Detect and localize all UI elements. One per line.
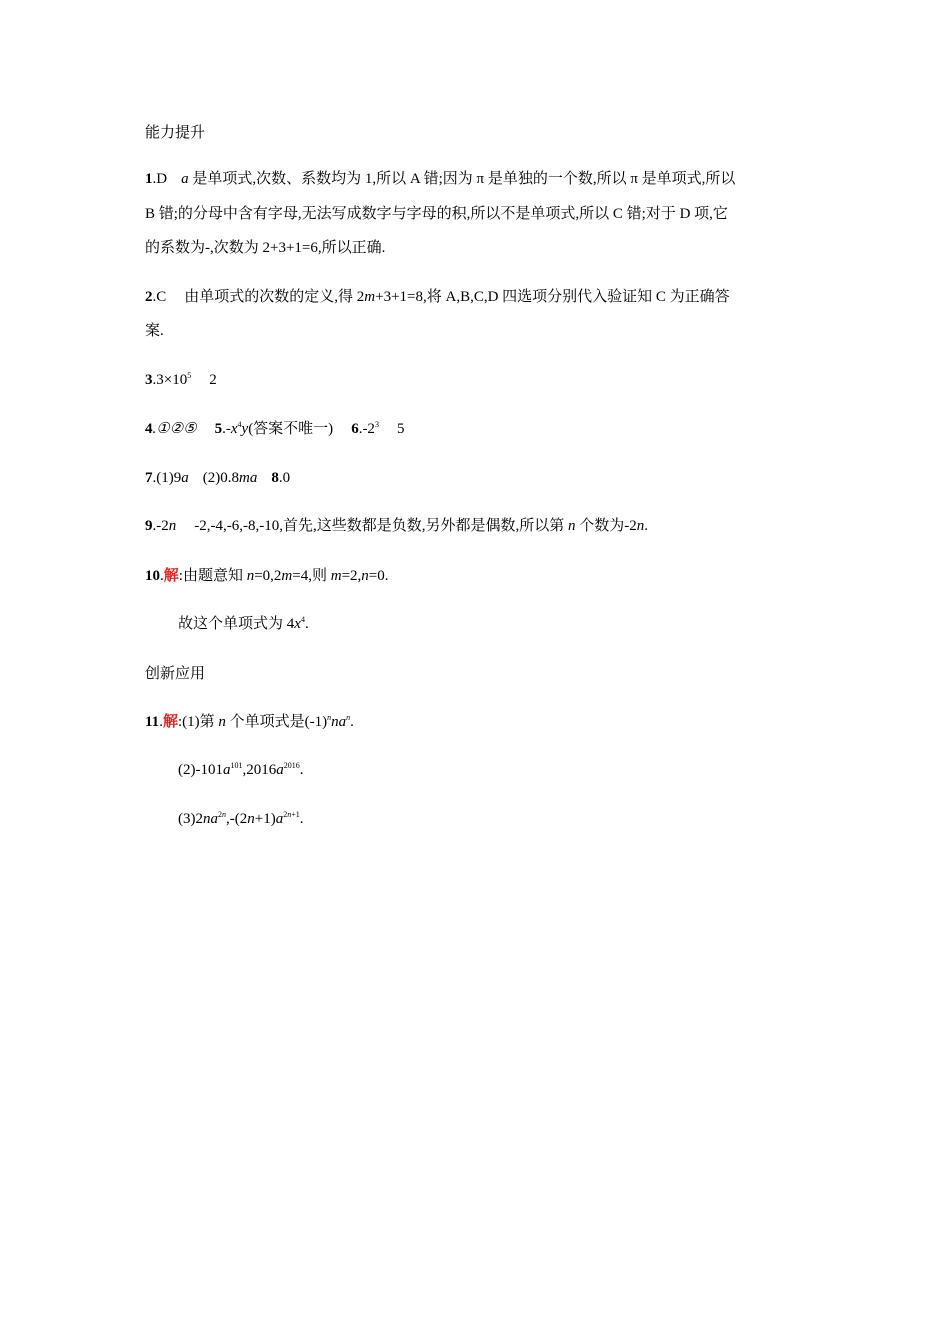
q10-var-m: m [281,568,293,584]
q2-answer: .C [152,289,167,305]
q9-pre: .-2 [152,518,169,534]
q11-l1-mid: 个单项式是(-1) [229,714,328,730]
q11-l3-var-a: a [275,811,284,827]
q1-line-2: B 错;的分母中含有字母,无法写成数字与字母的积,所以不是单项式,所以 C 错;对于 D 项,它 [145,206,728,222]
q10-var-n: n [246,568,255,584]
q10-t3: =4,则 [292,568,327,584]
q3-second-answer: 2 [209,372,217,388]
q5-var-x: x [230,421,238,437]
q9-var-n2: n [567,518,576,534]
q1-number: 1 [145,171,153,187]
q11-l3-var-na: na [203,811,218,827]
q11-l1-exponent2: n [346,713,351,722]
q10-t2: =0,2 [254,568,282,584]
q2-line-2: 案. [145,323,164,339]
q11-number: 11 [145,714,160,730]
q11-l3-exp2-post: +1 [291,810,300,819]
q9-number: 9 [145,518,153,534]
q2-text-pre: 由单项式的次数的定义,得 2 [184,289,365,305]
q11-l3-exp-pre: 2 [218,810,222,819]
q10-line-2 [178,614,838,634]
q3-exponent: 5 [187,371,192,380]
q9-text: -2,-4,-6,-8,-10,首先,这些数都是负数,另外都是偶数,所以第 [194,518,565,534]
q11-l3-mid: ,-(2 [226,811,248,827]
q10-colon: : [178,568,183,584]
q11-l3-mid2: +1) [254,811,276,827]
q10-line-1 [145,565,805,586]
q6-pre: .-2 [358,421,375,437]
q7-part2-var: ma [239,470,258,486]
q11-l3-pre: (3)2 [178,811,203,827]
q10-l2-end: . [304,616,309,632]
q4-answer: .①②⑤ [152,421,197,437]
q7-part1-var: a [181,470,189,486]
q9-end: . [644,518,648,534]
q7-number: 7 [145,470,153,486]
q11-l3-exponent [218,810,226,819]
q5-pre: .- [222,421,231,437]
q10-var-n2: n [361,568,369,584]
q3-number: 3 [145,372,153,388]
q11-l3-exp-n: n [222,810,226,819]
q3-base: .3×10 [152,372,188,388]
q6-second-answer: 5 [396,421,405,437]
q11-l2-end: . [299,762,304,778]
q11-l2-exponent: 101 [230,761,243,770]
q11-line-3 [178,809,838,829]
section-heading-ability: 能力提升 [145,123,206,141]
q5-exponent: 4 [237,420,242,429]
q11-l2-var-a: a [223,762,231,778]
q2-text-post: +3+1=8,将 A,B,C,D 四选项分别代入验证知 C 为正确答 [375,289,730,305]
q10-number: 10 [145,568,160,584]
q2-line-1 [145,287,805,307]
section-heading-innovation: 创新应用 [145,664,206,682]
q11-l3-exp2-pre: 2 [283,810,288,819]
q11-l2-exponent2: 2016 [283,761,300,770]
q11-l1-var-n: n [218,714,226,730]
q5-note: (答案不唯一) [248,421,334,437]
q11-l1-pre: (1)第 [182,714,215,730]
q11-l1-exponent: n [327,713,332,722]
q10-t1: 由题意知 [182,568,243,584]
q11-line-1 [145,711,805,732]
q10-t4: =2, [341,568,362,584]
q3-line [145,370,805,390]
q10-l2-exponent: 4 [300,615,305,624]
q9-var-n: n [168,518,177,534]
q8-answer: .0 [278,470,291,486]
q5-var-y: y [241,421,249,437]
q11-colon: : [177,714,183,730]
q10-solve-label: 解 [163,566,179,584]
q11-l3-var-n: n [247,811,255,827]
q8-number: 8 [271,470,279,486]
q10-var-m2: m [330,568,342,584]
q11-l3-exp2-n: n [287,810,292,819]
q11-l3-end: . [299,811,304,827]
q1-line-3: 的系数为-,次数为 2+3+1=6,所以正确. [145,240,386,256]
q1-line-1 [145,169,805,189]
q11-l1-end: . [350,714,354,730]
q9-var-n3: n [636,518,645,534]
q11-l2-pre: (2)-101 [178,762,223,778]
q11-l3-exponent2 [283,810,300,819]
q10-l2-pre: 故这个单项式为 4 [178,616,295,632]
q11-solve-label: 解 [162,712,178,730]
q11-l2-var-a2: a [276,762,284,778]
q9-line [145,516,805,536]
q4-number: 4 [145,421,153,437]
q1-answer: .D [152,171,168,187]
q1-var-a: a [181,171,189,187]
q7-part1: .(1)9 [152,470,182,486]
q6-number: 6 [351,421,359,437]
q11-dot: . [159,714,163,730]
q10-t5: =0. [368,568,389,584]
q5-number: 5 [214,421,223,437]
q1-text-1: 是单项式,次数、系数均为 1,所以 A 错;因为 π 是单独的一个数,所以 π 是单项式,所以 [192,171,736,187]
q11-l2-mid: ,2016 [242,762,277,778]
q11-line-2 [178,760,838,780]
q9-text2: 个数为-2 [579,518,637,534]
q6-exponent: 3 [374,420,379,429]
q2-number: 2 [145,289,153,305]
q11-l1-var-na: na [331,714,347,730]
q10-l2-var-x: x [294,616,301,632]
q7-part2: (2)0.8 [202,470,239,486]
q4-line [145,419,805,439]
q2-var-m: m [364,289,376,305]
q7-line [145,468,805,488]
q10-dot: . [160,568,164,584]
